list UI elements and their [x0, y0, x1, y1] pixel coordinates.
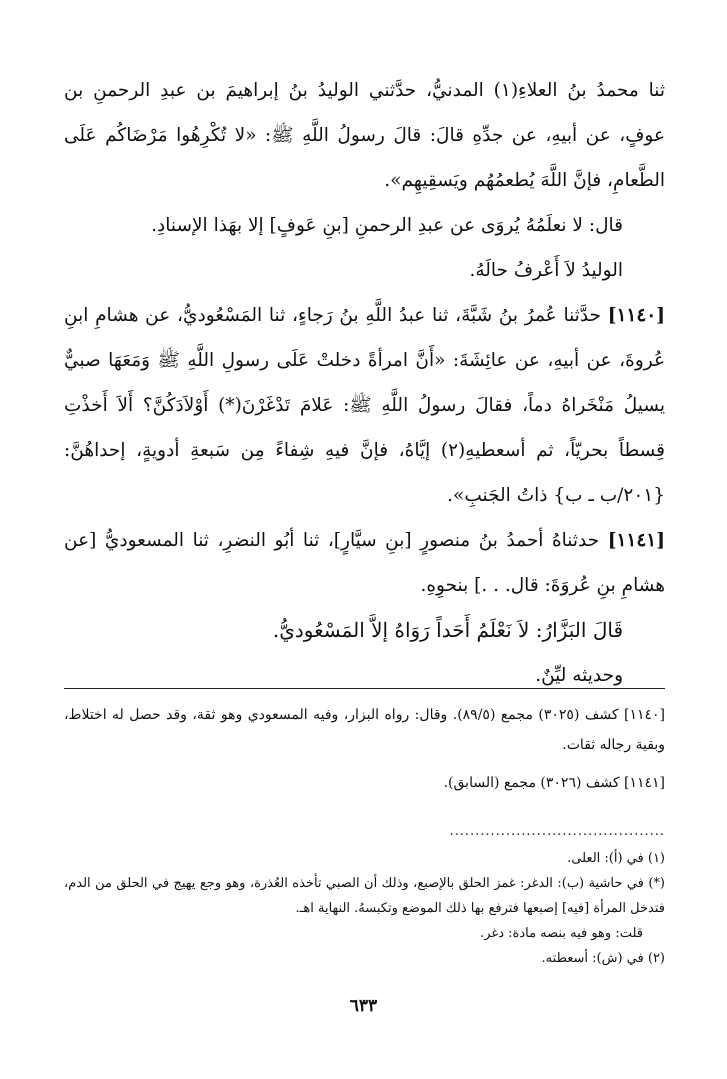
footnote-star-continuation: قلت: وهو فيه بنصه مادة: دغر.	[480, 926, 643, 941]
hadith-grade: وحديثه ليِّنٌ.	[535, 665, 623, 686]
footnote-divider	[64, 688, 665, 689]
hadith-number-1140: [١١٤٠]	[607, 305, 665, 326]
footnote-star: (*) في حاشية (ب): الدغر: غمز الحلق بالإصبع، وذلك أن الصبي تأخذه العُذرة، وهو وجع يهيج في الحلق من الدم، فتدخل المرأة [فيه] إصبعها فترفع بها ذلك الموضع وتكبسهُ. النهاية اهـ.	[64, 876, 665, 916]
walid-comment: الوليدُ لاَ أَعْرفُ حالَهُ.	[469, 260, 623, 281]
source-references	[64, 700, 665, 806]
bazzar-comment-2: قَالَ البَزَّارُ: لاَ نَعْلَمُ أَحَداً رَوَاهُ إلاَّ المَسْعُوديُّ.	[272, 618, 623, 642]
footnotes	[64, 846, 665, 971]
footnote-1: (١) في (أ): العلى.	[567, 851, 665, 866]
hadith-number-1141: [١١٤١]	[607, 530, 665, 551]
page-number: ٦٣٣	[349, 996, 378, 1016]
reference-1140: [١١٤٠] كشف (٣٠٢٥) مجمع (٨٩/٥). وقال: رواه البزار، وفيه المسعودي وهو ثقة، وقد حصل له اختلاط، وبقية رجاله ثقات.	[64, 707, 665, 753]
hadith-1141-text: حدثناهُ أحمدُ بنُ منصورٍ [بنِ سيَّارٍ]، ثنا أبُو النضرِ، ثنا المسعوديُّ [عن هشامِ بنِ عُروَةَ: قال. . .] بنحوِهِ.	[64, 530, 665, 596]
hadith-continuation: ثنا محمدُ بنُ العلاءِ(١) المدنيُّ، حدَّثني الوليدُ بنُ إبراهيمَ بن عبدِ الرحمنِ بن عوفٍ، عن أبيهِ، عن جدِّهِ قالَ: قالَ رسولُ اللَّهِ ﷺ: «لا تُكْرِهُوا مَرْضَاكُم عَلَى الطَّعامِ، فإنَّ اللَّهَ يُطعمُهُم ويَسقِيهِم».	[64, 80, 665, 191]
hadith-1141	[64, 518, 665, 608]
bazzar-comment-1: قال: لا نعلَمُهُ يُروَى عن عبدِ الرحمنِ [بنِ عَوفٍ] إلا بهَذا الإسنادِ.	[151, 215, 623, 236]
dotted-divider: ..........................................	[449, 824, 665, 839]
footnote-2: (٢) في (ش): أسعطته.	[541, 951, 665, 966]
reference-1141: [١١٤١] كشف (٣٠٢٦) مجمع (السابق).	[443, 775, 665, 791]
hadith-1140	[64, 293, 665, 518]
hadith-1140-text: حدَّثنا عُمرُ بنُ شَبَّةَ، ثنا عبدُ اللَّهِ بنُ رَجاءٍ، ثنا المَسْعُوديُّ، عن هشامِ ابنِ عُروةَ، عن أبيهِ، عن عائِشَةَ: «أَنَّ امرأةً دخلتْ عَلَى رسولِ اللَّهِ ﷺ وَمَعَهَا صبيٌّ يسيلُ مَنْخَراهُ دماً، فقالَ رسولُ اللَّهِ ﷺ: عَلامَ تَدْغَرْنَ(*) أَوْلاَدَكُنَّ؟ أَلاَ أَخذْتِ قِسطاً بحريّاً، ثم أسعطيهِ(٢) إيَّاهُ، فإنَّ فيهِ شِفاءً مِن سَبعةِ أدويةٍ، إحداهُنَّ: {٢٠١/ب ـ ب} ذاتُ الجَنبِ».	[64, 305, 665, 506]
main-text	[64, 68, 665, 698]
